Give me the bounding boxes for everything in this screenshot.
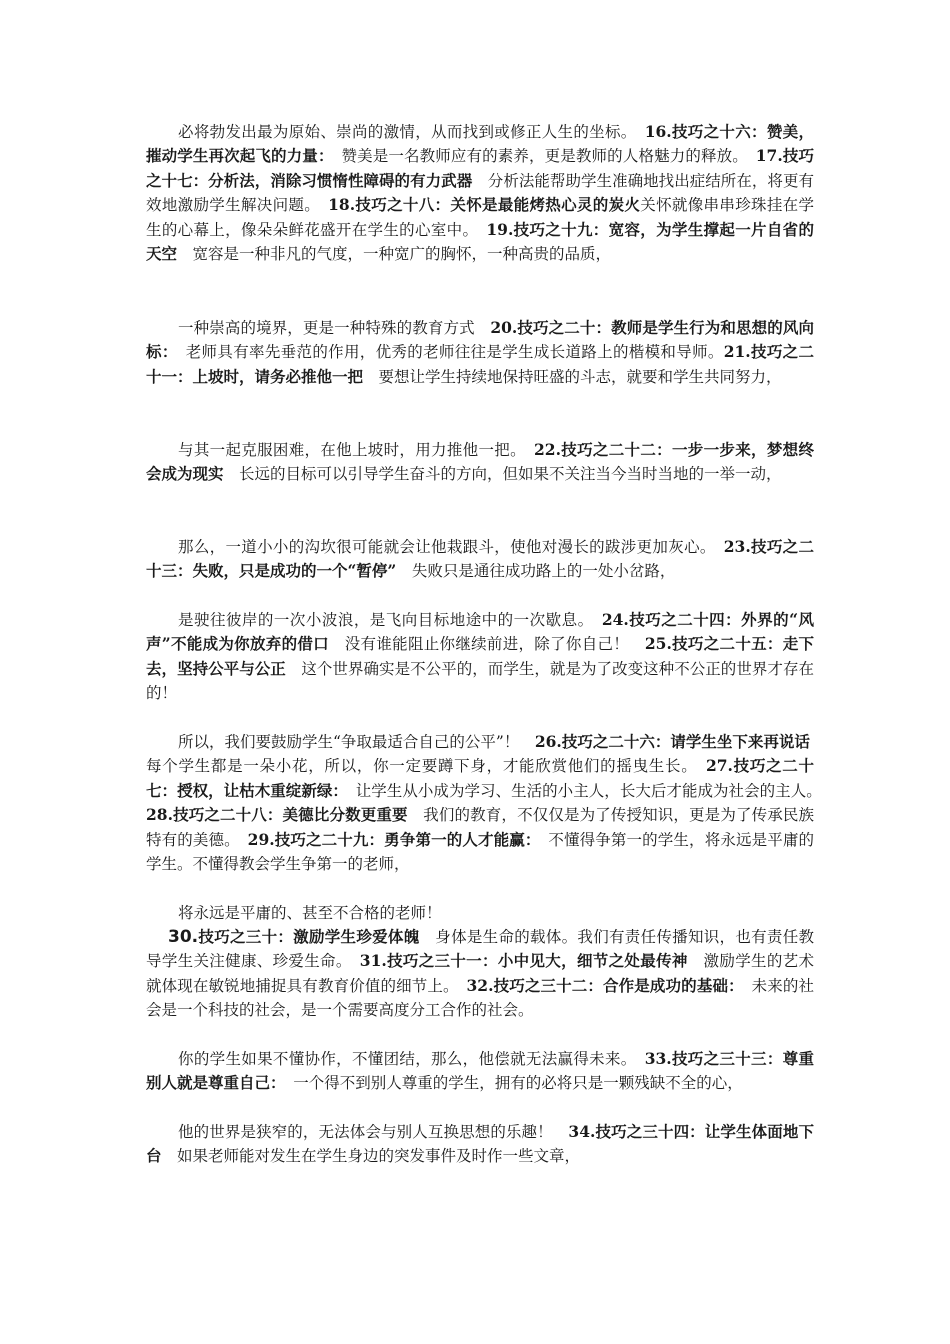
body-text: 长远的目标可以引导学生奋斗的方向，但如果不关注当今当时当地的一举一动， xyxy=(223,465,782,484)
body-text: 让学生从小成为学习、生活的小主人，长大后才能成为社会的主人。 xyxy=(340,781,830,800)
body-text: 要想让学生持续地保持旺盛的斗志，就要和学生共同努力， xyxy=(363,367,782,386)
tip-heading-text: 34.技巧之三十四：让学生体面地下台 xyxy=(146,1122,814,1166)
tip-heading-text: 32.技巧之三十二：合作是成功的基础： xyxy=(466,975,736,995)
tip-heading-text: 31.技巧之三十一：小中见大，细节之处最传神 xyxy=(359,951,688,971)
tip-heading-text: 19.技巧之十九：宽容，为学生撑起一片自省的天空 xyxy=(146,219,814,264)
body-text: 必将勃发出最为原始、崇尚的激情，从而找到或修正人生的坐标。 xyxy=(178,123,645,141)
body-text: 你的学生如果不懂协作，不懂团结，那么，他偿就无法赢得未来。 xyxy=(178,1050,645,1068)
body-text: 是驶往彼岸的一次小波浪，是飞向目标地途中的一次歇息。 xyxy=(178,611,602,629)
body-text: 身体是生命的载体。我们有责任传播知识，也有责任教导学生关注健康、珍爱生命。 xyxy=(146,928,814,971)
paragraph-7 xyxy=(146,901,814,925)
body-text: 不懂得争第一的学生，将永远是平庸的学生。不懂得教会学生争第一的老师， xyxy=(146,830,814,874)
body-text: 宽容是一种非凡的气度，一种宽广的胸怀，一种高贵的品质， xyxy=(177,245,612,264)
tip-heading-text: 33.技巧之三十三：尊重别人就是尊重自己： xyxy=(146,1049,814,1093)
tip-heading-text: 22.技巧之二十二：一步一步来，梦想终会成为现实 xyxy=(146,440,814,484)
paragraph-10 xyxy=(146,1120,814,1169)
body-text: 这个世界确实是不公平的，而学生，就是为了改变这种不公正的世界才存在的！ xyxy=(146,659,814,703)
body-text: 与其一起克服困难，在他上坡时，用力推他一把。 xyxy=(178,441,534,459)
paragraph-9 xyxy=(146,1047,814,1096)
body-text: 失败只是通往成功路上的一处小岔路， xyxy=(396,562,676,581)
tip-heading-text: 27.技巧之二十七：授权，让枯木重绽新绿： xyxy=(146,756,814,800)
tip-heading-text: 29.技巧之二十九：勇争第一的人才能赢： xyxy=(247,829,533,849)
body-text: 分析法能帮助学生准确地找出症结所在，将更有效地激励学生解决问题。 xyxy=(146,171,814,215)
body-text: 将永远是平庸的、甚至不合格的老师！ xyxy=(178,904,442,922)
body-text: 他的世界是狭窄的，无法体会与别人互换思想的乐趣！ xyxy=(178,1123,569,1141)
paragraph-4 xyxy=(146,535,814,584)
body-text: 每个学生都是一朵小花，所以，你一定要蹲下身，才能欣赏他们的摇曳生长。 xyxy=(146,733,826,776)
paragraph-1 xyxy=(146,120,814,266)
body-text: 没有谁能阻止你继续前进，除了你自己！ xyxy=(328,635,645,654)
tip-heading-text: 30. xyxy=(168,927,199,947)
tip-heading-text: 16.技巧之十六：赞美，摧动学生再次起飞的力量： xyxy=(146,122,814,166)
body-text: 所以，我们要鼓励学生“争取最适合自己的公平”！ xyxy=(178,733,535,751)
paragraph-5 xyxy=(146,608,814,706)
tip-heading-text: 24.技巧之二十四：外界的“风声”不能成为你放弃的借口 xyxy=(146,610,814,654)
tip-heading-text: 26.技巧之二十六：请学生坐下来再说话 xyxy=(534,732,810,751)
body-text: 未来的社会是一个科技的社会，是一个需要高度分工合作的社会。 xyxy=(146,976,814,1020)
tip-heading-text: 17.技巧之十七：分析法，消除习惯惰性障碍的有力武器 xyxy=(146,146,814,190)
paragraph-6 xyxy=(146,730,830,876)
body-text: 那么，一道小小的沟坎很可能就会让他栽跟斗，使他对漫长的跋涉更加灰心。 xyxy=(178,538,724,556)
paragraph-8 xyxy=(146,925,814,1023)
paragraph-3 xyxy=(146,438,814,487)
body-text: 一种崇高的境界，更是一种特殊的教育方式 xyxy=(178,319,491,337)
paragraph-2 xyxy=(146,316,814,389)
body-text: 激励学生的艺术就体现在敏锐地捕捉具有教育价值的细节上。 xyxy=(146,952,814,995)
tip-heading-text: 18.技巧之十八：关怀是最能烤热心灵的炭火 xyxy=(328,195,641,215)
tip-heading-text: 21.技巧之二十一：上坡时，请务必推他一把 xyxy=(146,342,814,386)
body-text: 一个得不到别人尊重的学生，拥有的必将只是一颗残缺不全的心， xyxy=(277,1074,743,1093)
tip-heading-text: 20.技巧之二十：教师是学生行为和思想的风向标： xyxy=(146,318,814,362)
body-text: 关怀就像串串珍珠挂在学生的心幕上，像朵朵鲜花盛开在学生的心室中。 xyxy=(146,196,814,239)
body-text: 如果老师能对发生在学生身边的突发事件及时作一些文章， xyxy=(161,1147,581,1166)
tip-heading-text: 技巧之三十：激励学生珍爱体魄 xyxy=(198,927,420,946)
tip-heading-text: 23.技巧之二十三：失败，只是成功的一个“暂停” xyxy=(146,537,814,581)
body-text: 我们的教育，不仅仅是为了传授知识，更是为了传承民族特有的美德。 xyxy=(146,806,814,849)
body-text: 赞美是一名教师应有的素养，更是教师的人格魅力的释放。 xyxy=(325,147,756,166)
body-text: 老师具有率先垂范的作用，优秀的老师往往是学生成长道路上的楷模和导师。 xyxy=(169,343,724,362)
tip-heading-text: 28.技巧之二十八：美德比分数更重要 xyxy=(146,805,408,825)
tip-heading-text: 25.技巧之二十五：走下去，坚持公平与公正 xyxy=(146,634,814,678)
